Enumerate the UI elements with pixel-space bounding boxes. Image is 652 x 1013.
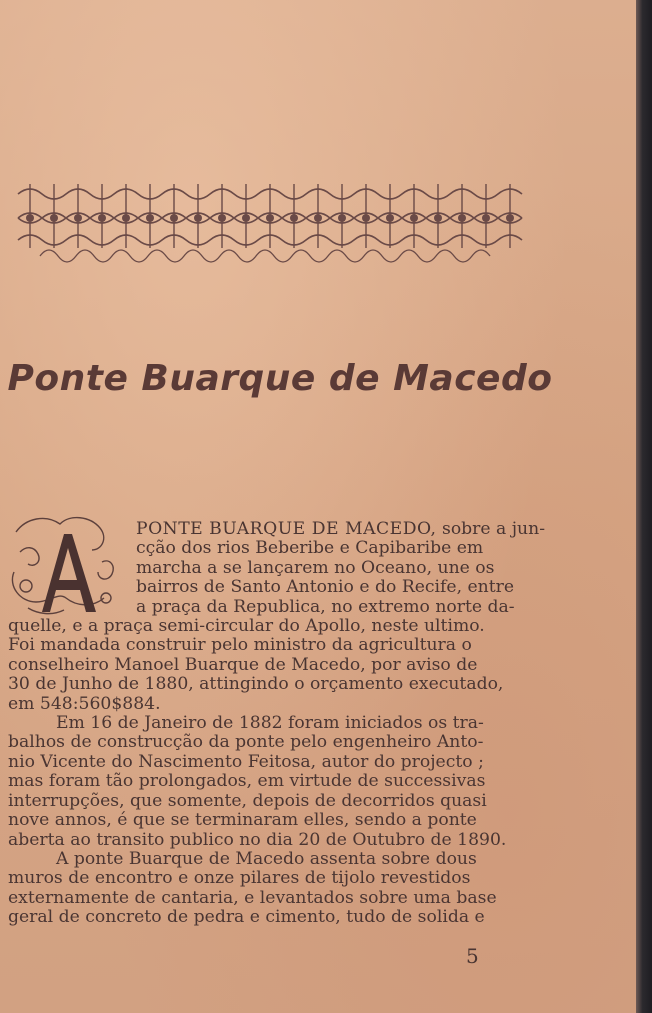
- body-text: [8, 519, 546, 928]
- text-line: a praça da Republica, no extremo norte da-: [136, 596, 515, 617]
- page-number: 5: [466, 944, 479, 968]
- text-line: mas foram tão prolongados, em virtude de successivas: [8, 771, 486, 792]
- text-line: conselheiro Manoel Buarque de Macedo, por aviso de: [8, 654, 478, 675]
- decorative-header-ornament: [10, 180, 530, 265]
- text-line: PONTE BUARQUE DE MACEDO, sobre a jun-: [136, 519, 546, 539]
- text-line: A ponte Buarque de Macedo assenta sobre dous: [56, 848, 477, 869]
- lead-words: PONTE BUARQUE DE MACEDO,: [136, 519, 437, 539]
- page-title: Ponte Buarque de Macedo: [7, 358, 553, 399]
- text-line: geral de concreto de pedra e cimento, tudo de solida e: [8, 907, 485, 928]
- text-line: balhos de construcção da ponte pelo engenheiro Anto-: [8, 732, 484, 753]
- text-line: externamente de cantaria, e levantados sobre uma base: [8, 887, 497, 908]
- book-edge-shadow: [636, 0, 652, 1013]
- text-line: Foi mandada construir pelo ministro da agricultura o: [8, 635, 472, 656]
- text-line: muros de encontro e onze pilares de tijolo revestidos: [8, 868, 471, 889]
- text-line: bairros de Santo Antonio e do Recife, entre: [136, 577, 515, 598]
- text-line: quelle, e a praça semi-circular do Apollo, neste ultimo.: [8, 616, 485, 637]
- text-line: nove annos, é que se terminaram elles, sendo a ponte: [8, 810, 477, 831]
- text-line: interrupções, que somente, depois de decorridos quasi: [8, 790, 487, 811]
- text-line: marcha a se lançarem no Oceano, une os: [136, 557, 495, 578]
- text-line: em 548:560$884.: [8, 693, 161, 714]
- text-line: aberta ao transito publico no dia 20 de Outubro de 1890.: [8, 829, 507, 850]
- text-line: cção dos rios Beberibe e Capibaribe em: [136, 538, 484, 559]
- text-line: nio Vicente do Nascimento Feitosa, autor do projecto ;: [8, 751, 484, 772]
- text-line: Em 16 de Janeiro de 1882 foram iniciados os tra-: [56, 713, 484, 734]
- text-line: 30 de Junho de 1880, attingindo o orçamento executado,: [8, 674, 504, 695]
